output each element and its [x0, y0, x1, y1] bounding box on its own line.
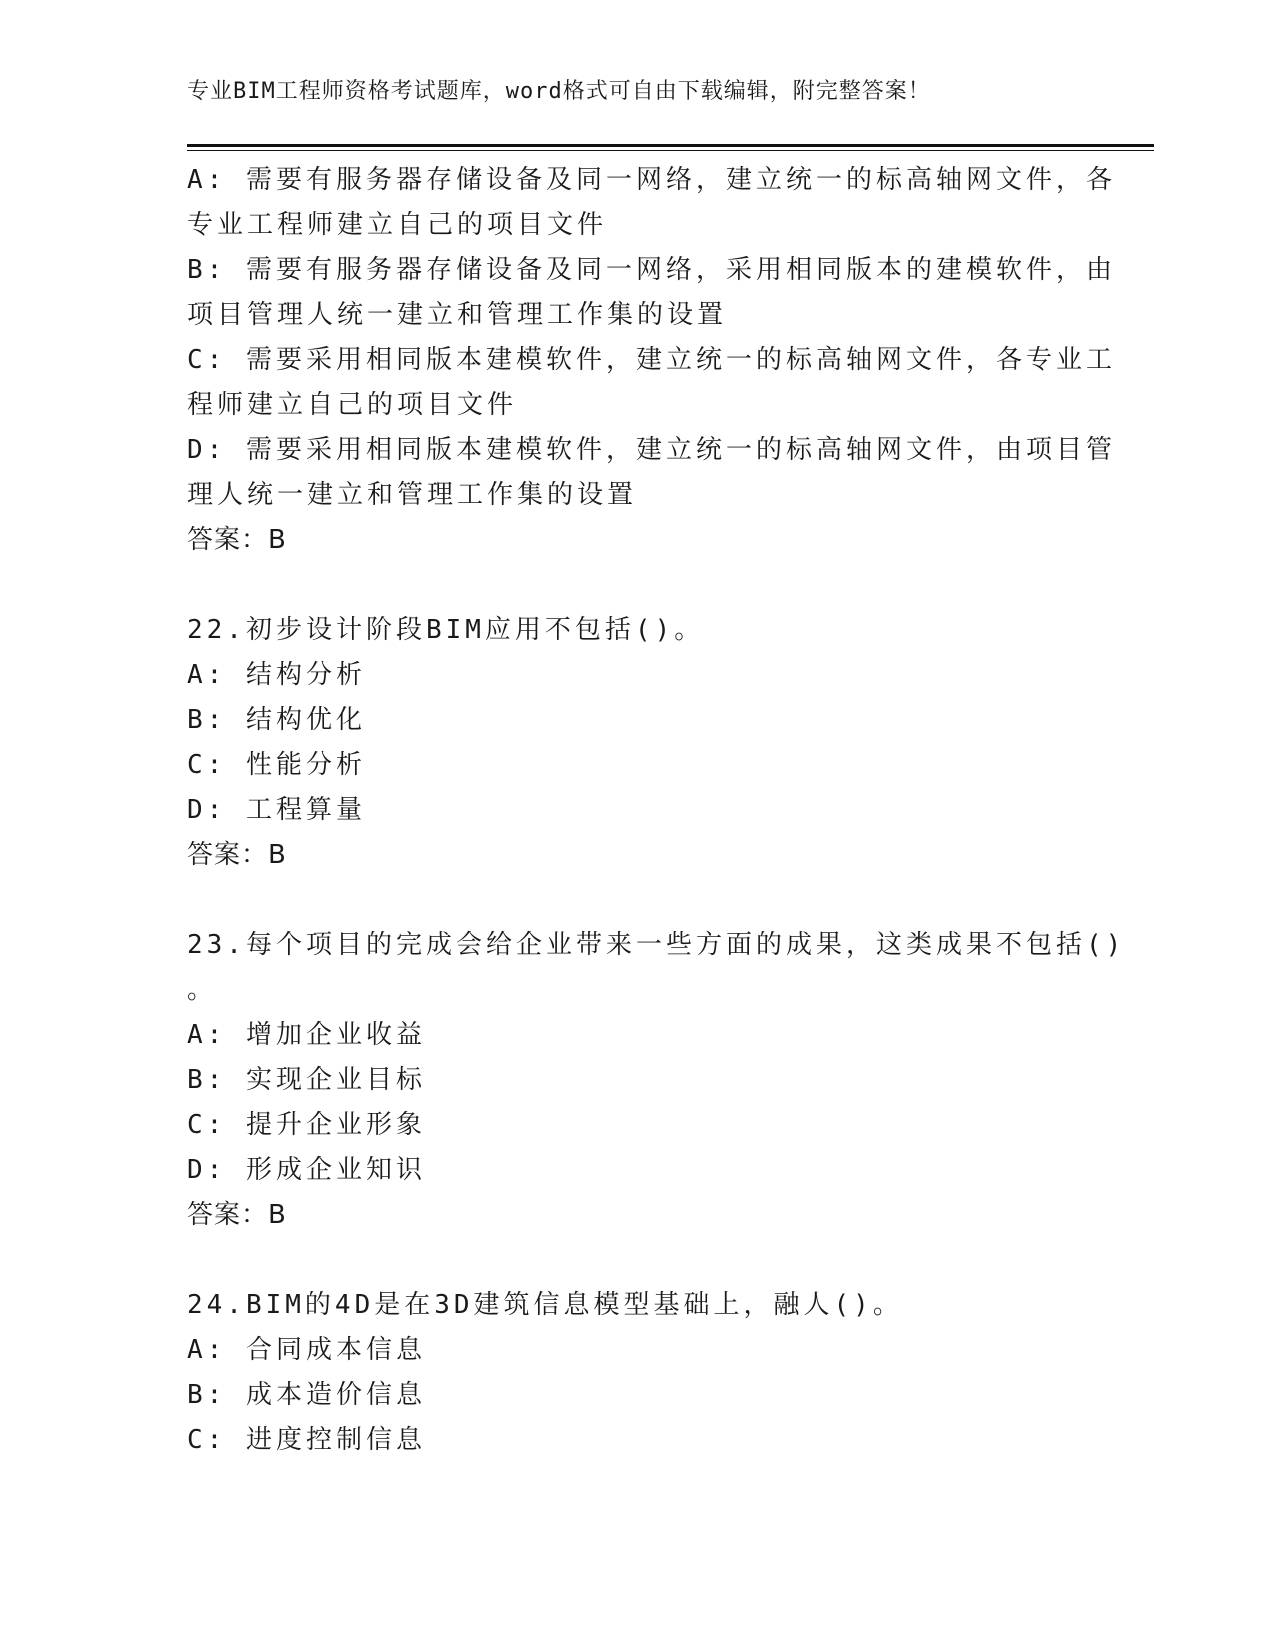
option-b: B: 结构优化: [187, 705, 366, 735]
option-b-line-1: B: 需要有服务器存储设备及同一网络，采用相同版本的建模软件，由: [187, 255, 1116, 285]
question-23-text-line-1: 23.每个项目的完成会给企业带来一些方面的成果，这类成果不包括(): [187, 930, 1126, 960]
option-d: D: 形成企业知识: [187, 1155, 426, 1185]
spacer: [187, 563, 1077, 608]
option-a-line-1: A: 需要有服务器存储设备及同一网络，建立统一的标高轴网文件，各: [187, 165, 1116, 195]
question-23: [187, 923, 1126, 1238]
question-22: [187, 608, 1077, 878]
question-22-text: 22.初步设计阶段BIM应用不包括()。: [187, 615, 705, 645]
option-b-line-2: 项目管理人统一建立和管理工作集的设置: [187, 300, 728, 330]
option-c-line-1: C: 需要采用相同版本建模软件，建立统一的标高轴网文件，各专业工: [187, 345, 1116, 375]
spacer: [187, 878, 1077, 923]
option-d-line-2: 理人统一建立和管理工作集的设置: [187, 480, 638, 510]
question-21-options: [187, 158, 1116, 563]
question-24-text: 24.BIM的4D是在3D建筑信息模型基础上，融人()。: [187, 1290, 903, 1320]
answer-23: 答案：B: [187, 1200, 287, 1230]
option-a: A: 结构分析: [187, 660, 366, 690]
option-a-line-2: 专业工程师建立自己的项目文件: [187, 210, 608, 240]
option-c-line-2: 程师建立自己的项目文件: [187, 390, 518, 420]
question-23-text-line-2: 。: [187, 975, 218, 1005]
answer-21: 答案：B: [187, 525, 287, 555]
option-d: D: 工程算量: [187, 795, 366, 825]
option-b: B: 实现企业目标: [187, 1065, 426, 1095]
header-divider-thin: [187, 150, 1154, 151]
option-d-line-1: D: 需要采用相同版本建模软件，建立统一的标高轴网文件，由项目管: [187, 435, 1116, 465]
option-c: C: 性能分析: [187, 750, 366, 780]
option-b: B: 成本造价信息: [187, 1380, 426, 1410]
question-24: [187, 1283, 1077, 1463]
option-c: C: 进度控制信息: [187, 1425, 426, 1455]
option-a: A: 增加企业收益: [187, 1020, 426, 1050]
option-c: C: 提升企业形象: [187, 1110, 426, 1140]
spacer: [187, 1238, 1077, 1283]
answer-22: 答案：B: [187, 840, 287, 870]
page-header: 专业BIM工程师资格考试题库，word格式可自由下载编辑，附完整答案！: [187, 79, 931, 104]
header-divider-thick: [187, 144, 1154, 147]
question-content: [187, 158, 1126, 1463]
option-a: A: 合同成本信息: [187, 1335, 426, 1365]
